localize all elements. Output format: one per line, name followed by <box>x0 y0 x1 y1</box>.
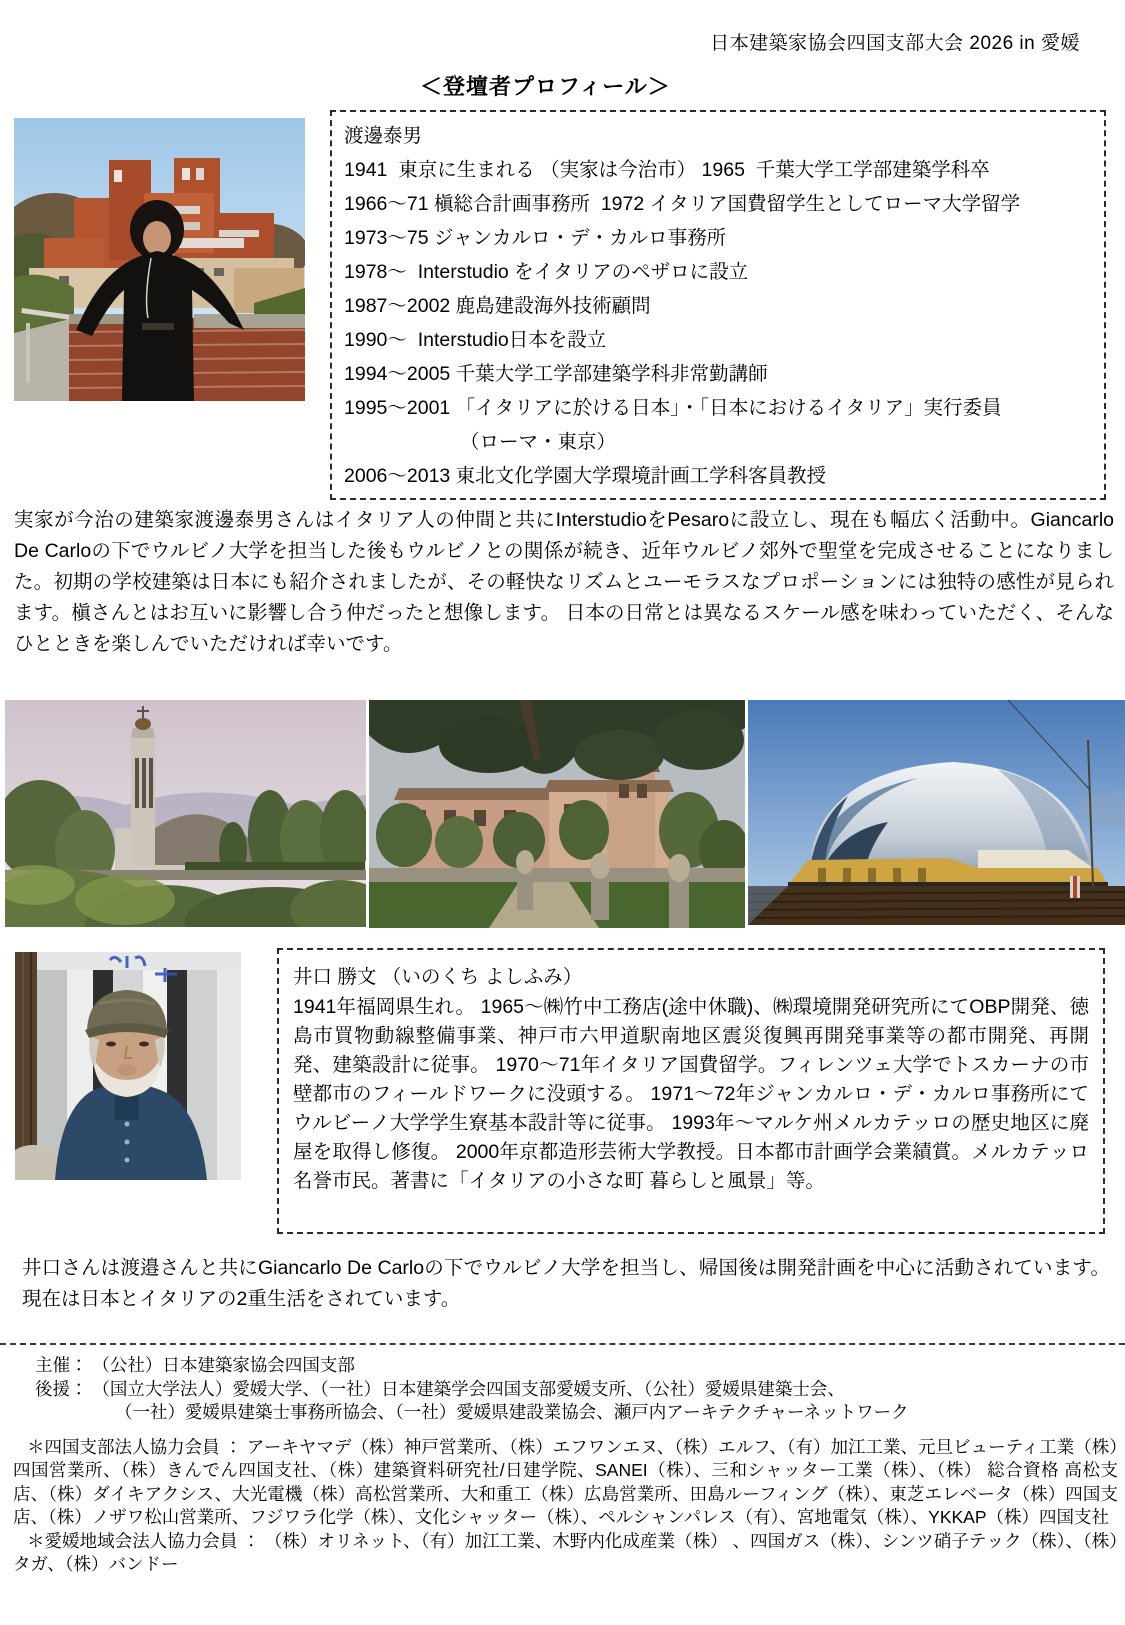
photo-watanabe-portrait <box>14 118 305 401</box>
footer <box>0 1354 1118 1577</box>
profile1-line: 1994～2005 千葉大学工学部建築学科非常勤講師 <box>344 363 768 385</box>
profile1-line: 2006～2013 東北文化学園大学環境計画工学科客員教授 <box>344 465 827 487</box>
profile1-line: 1987～2002 鹿島建設海外技術顧問 <box>344 295 651 317</box>
profile1-line: 1990～ Interstudio日本を設立 <box>344 329 607 351</box>
shikoku-members-list: ＊四国支部法人協力会員 ： アーキヤマデ（株）神戸営業所、（株）エフワンエヌ、（株）エルフ、（有）加江工業、元旦ビューティ工業（株）四国営業所、（株）きんでん四国支社、（株）建築資料研究社/日建学院、SANEI（株）、三和シャッター工業（株）、（株） 総合資格 高松支店、（株）ダイキアクシス、大光電機（株）高松営業所、大和重工（株）広島営業所、田島ルーフィング（株）、東芝エレベータ（株）四国支店、（株）ノザワ松山営業所、フジワラ化学（株）、文化シャッター（株）、ペルシャンパレス（有）、宮地電気（株）、YKKAP（株）四国支社 <box>13 1436 1118 1527</box>
photo-church-sanctuary <box>5 700 366 927</box>
profile2-body: 1941年福岡県生れ。 1965～㈱竹中工務店(途中休職)、㈱環境開発研究所にてOBP開発、徳島市買物動線整備事業、神戸市六甲道駅南地区震災復興再開発事業等の都市開発、再開発、建築設計に従事。 1970～71年イタリア国費留学。フィレンツェ大学でトスカーナの市壁都市のフィールドワークに没頭する。 1971～72年ジャンカルロ・デ・カルロ事務所にてウルビーノ大学学生寮基本設計等に従事。 1993年～マルケ州メルカテッロの歴史地区に廃屋を取得し修復。 2000年京都造形芸術大学教授。日本都市計画学会業績賞。メルカテッロ名誉市民。著書に「イタリアの小さな町 暮らしと風景」等。 <box>293 996 1089 1192</box>
support-line-2: （一社）愛媛県建築士事務所協会、（一社）愛媛県建設業協会、瀬戸内アーキテクチャーネットワーク <box>115 1402 909 1422</box>
profile1-line: 1995～2001 「イタリアに於ける日本」・「日本におけるイタリア」実行委員 <box>344 397 1002 419</box>
profile-box-watanabe <box>330 110 1106 500</box>
profile2-name: 井口 勝文 （いのくち よしふみ） <box>293 966 583 988</box>
profile1-line: 1941 東京に生まれる （実家は今治市） 1965 千葉大学工学部建築学科卒 <box>344 159 990 181</box>
profile1-line: 1978～ Interstudio をイタリアのペザロに設立 <box>344 261 749 283</box>
organizer-line: 主催： （公社）日本建築家協会四国支部 <box>35 1355 355 1375</box>
event-title: 日本建築家協会四国支部大会 2026 in 愛媛 <box>710 33 1080 54</box>
ehime-members-list: ＊愛媛地域会法人協力会員 ： （株）オリネット、（有）加江工業、木野内化成産業（株） 、四国ガス（株）、シンツ硝子テック（株）、（株）タガ、（株）バンドー <box>13 1530 1118 1574</box>
iguchi-description: 井口さんは渡邉さんと共にGiancarlo De Carloの下でウルビノ大学を担当し、帰国後は開発計画を中心に活動されています。現在は日本とイタリアの2重生活をされています。 <box>22 1257 1110 1310</box>
profile-box-iguchi <box>277 948 1105 1234</box>
footer-divider <box>0 1343 1125 1345</box>
page-title: ＜登壇者プロフィール＞ <box>420 74 671 99</box>
profile1-line: 1973～75 ジャンカルロ・デ・カルロ事務所 <box>344 227 727 249</box>
profile1-name: 渡邊泰男 <box>344 125 423 147</box>
photo-villa-garden <box>369 700 745 928</box>
photo-iguchi-portrait <box>15 952 241 1180</box>
support-line-1: 後援： （国立大学法人）愛媛大学、（一社）日本建築学会四国支部愛媛支所、（公社）愛媛県建築士会、 <box>35 1378 845 1399</box>
profile1-line: 1966～71 槇総合計画事務所 1972 イタリア国費留学生としてローマ大学留学 <box>344 193 1021 215</box>
photo-dome-hall <box>748 700 1125 925</box>
watanabe-description: 実家が今治の建築家渡邊泰男さんはイタリア人の仲間と共にInterstudioをPesaroに設立し、現在も幅広く活動中。Giancarlo De Carloの下でウルビノ大学を担当した後もウルビノとの関係が続き、近年ウルビノ郊外で聖堂を完成させることになりました。初期の学校建築は日本にも紹介されましたが、その軽快なリズムとユーモラスなプロポーションには独特の感性が見られます。槇さんとはお互いに影響し合う仲だったと想像します。 日本の日常とは異なるスケール感を味わっていただく、そんなひとときを楽しんでいただければ幸いです。 <box>14 509 1114 655</box>
profile1-line: （ローマ・東京） <box>460 431 617 453</box>
